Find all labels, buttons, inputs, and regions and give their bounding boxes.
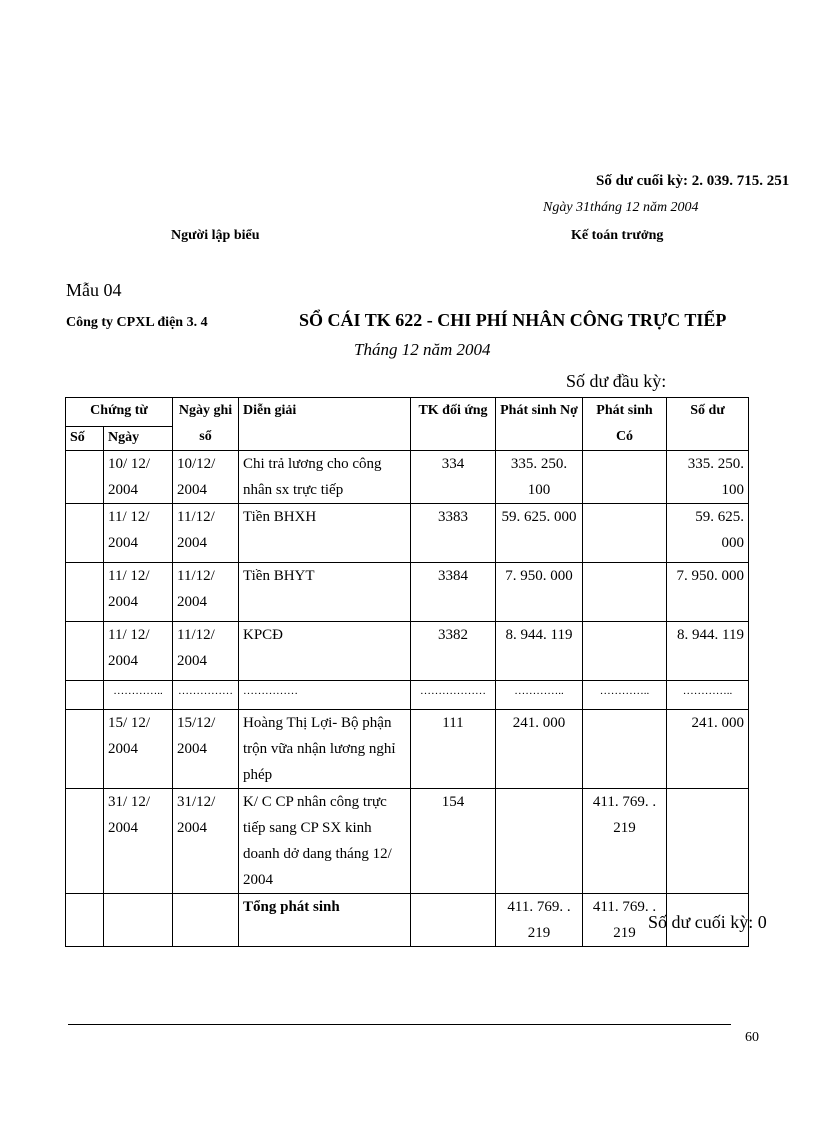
entry-description: Tiền BHXH <box>239 504 411 563</box>
entry-contra-account: 3382 <box>411 622 496 681</box>
entry-posting-date: 15/12/ 2004 <box>173 710 239 789</box>
page-number: 60 <box>745 1030 759 1045</box>
table-row <box>66 789 749 894</box>
entry-description: K/ C CP nhân công trực tiếp sang CP SX kinh doanh dở dang tháng 12/ 2004 <box>239 789 411 894</box>
opening-balance: Số dư đầu kỳ: <box>566 371 667 391</box>
entry-date: 15/ 12/ 2004 <box>104 710 173 789</box>
entry-debit: 7. 950. 000 <box>496 563 583 622</box>
entry-balance: 241. 000 <box>667 710 749 789</box>
entry-number <box>66 789 104 894</box>
table-row <box>66 710 749 789</box>
footer-rule <box>68 1024 731 1025</box>
header-description: Diễn giải <box>239 398 411 451</box>
entry-date: ………….. <box>104 681 173 710</box>
table-row <box>66 622 749 681</box>
entry-contra-account: ……………… <box>411 681 496 710</box>
entry-balance: 7. 950. 000 <box>667 563 749 622</box>
entry-credit <box>583 622 667 681</box>
total-label: Tổng phát sinh <box>239 894 411 947</box>
entry-number <box>66 451 104 504</box>
entry-balance: 335. 250. 100 <box>667 451 749 504</box>
total-credit: 411. 769. . 219 <box>583 894 667 947</box>
table-row <box>66 681 749 710</box>
entry-balance <box>667 789 749 894</box>
entry-credit <box>583 451 667 504</box>
entry-contra-account: 3383 <box>411 504 496 563</box>
entry-debit <box>496 789 583 894</box>
entry-date: 11/ 12/ 2004 <box>104 622 173 681</box>
entry-debit: ………….. <box>496 681 583 710</box>
entry-description: KPCĐ <box>239 622 411 681</box>
entry-balance: 59. 625. 000 <box>667 504 749 563</box>
entry-posting-date: 11/12/ 2004 <box>173 504 239 563</box>
header-balance: Số dư <box>667 398 749 451</box>
entry-debit: 8. 944. 119 <box>496 622 583 681</box>
entry-number <box>66 681 104 710</box>
table-row <box>66 504 749 563</box>
ledger-title: SỔ CÁI TK 622 - CHI PHÍ NHÂN CÔNG TRỰC TIẾP <box>299 310 727 330</box>
entry-contra-account: 154 <box>411 789 496 894</box>
entry-date: 11/ 12/ 2004 <box>104 563 173 622</box>
entry-posting-date: 11/12/ 2004 <box>173 563 239 622</box>
entry-number <box>66 710 104 789</box>
entry-description: Tiền BHYT <box>239 563 411 622</box>
entry-posting-date: 10/12/ 2004 <box>173 451 239 504</box>
company-name: Công ty CPXL điện 3. 4 <box>66 315 208 330</box>
entry-posting-date: 31/12/ 2004 <box>173 789 239 894</box>
entry-credit: ………….. <box>583 681 667 710</box>
entry-debit: 335. 250. 100 <box>496 451 583 504</box>
entry-date: 11/ 12/ 2004 <box>104 504 173 563</box>
total-posting-cell <box>173 894 239 947</box>
entry-credit <box>583 504 667 563</box>
header-number: Số <box>66 426 104 450</box>
ledger-table <box>65 397 749 947</box>
signature-date: Ngày 31tháng 12 năm 2004 <box>543 200 699 215</box>
entry-credit <box>583 710 667 789</box>
closing-balance-zero: Số dư cuối kỳ: 0 <box>648 912 767 932</box>
entry-description: Chi trả lương cho công nhân sx trực tiếp <box>239 451 411 504</box>
header-date: Ngày <box>104 426 173 450</box>
header-voucher: Chứng từ <box>66 398 173 427</box>
entry-debit: 59. 625. 000 <box>496 504 583 563</box>
chief-accountant-label: Kế toán trưởng <box>571 228 664 243</box>
header-contra-account: TK đối ứng <box>411 398 496 451</box>
entry-description: Hoàng Thị Lợi- Bộ phận trộn vữa nhận lương nghỉ phép <box>239 710 411 789</box>
header-credit: Phát sinh Có <box>583 398 667 451</box>
entry-date: 10/ 12/ 2004 <box>104 451 173 504</box>
entry-posting-date: …………… <box>173 681 239 710</box>
entry-credit <box>583 563 667 622</box>
entry-contra-account: 334 <box>411 451 496 504</box>
total-contra-cell <box>411 894 496 947</box>
entry-contra-account: 111 <box>411 710 496 789</box>
header-debit: Phát sinh Nợ <box>496 398 583 451</box>
entry-number <box>66 622 104 681</box>
total-debit: 411. 769. . 219 <box>496 894 583 947</box>
entry-number <box>66 563 104 622</box>
preparer-label: Người lập biểu <box>171 228 260 243</box>
form-code: Mẫu 04 <box>66 280 122 300</box>
entry-contra-account: 3384 <box>411 563 496 622</box>
table-row <box>66 563 749 622</box>
entry-date: 31/ 12/ 2004 <box>104 789 173 894</box>
entry-credit: 411. 769. . 219 <box>583 789 667 894</box>
entry-description: …………… <box>239 681 411 710</box>
entry-balance: ………….. <box>667 681 749 710</box>
table-row <box>66 451 749 504</box>
entry-balance: 8. 944. 119 <box>667 622 749 681</box>
entry-posting-date: 11/12/ 2004 <box>173 622 239 681</box>
header-posting-date: Ngày ghi sổ <box>173 398 239 451</box>
entry-debit: 241. 000 <box>496 710 583 789</box>
total-row <box>66 894 749 947</box>
ledger-subtitle: Tháng 12 năm 2004 <box>354 340 491 359</box>
total-number-cell <box>66 894 104 947</box>
entry-number <box>66 504 104 563</box>
total-date-cell <box>104 894 173 947</box>
closing-balance-top: Số dư cuối kỳ: 2. 039. 715. 251 <box>596 173 790 189</box>
